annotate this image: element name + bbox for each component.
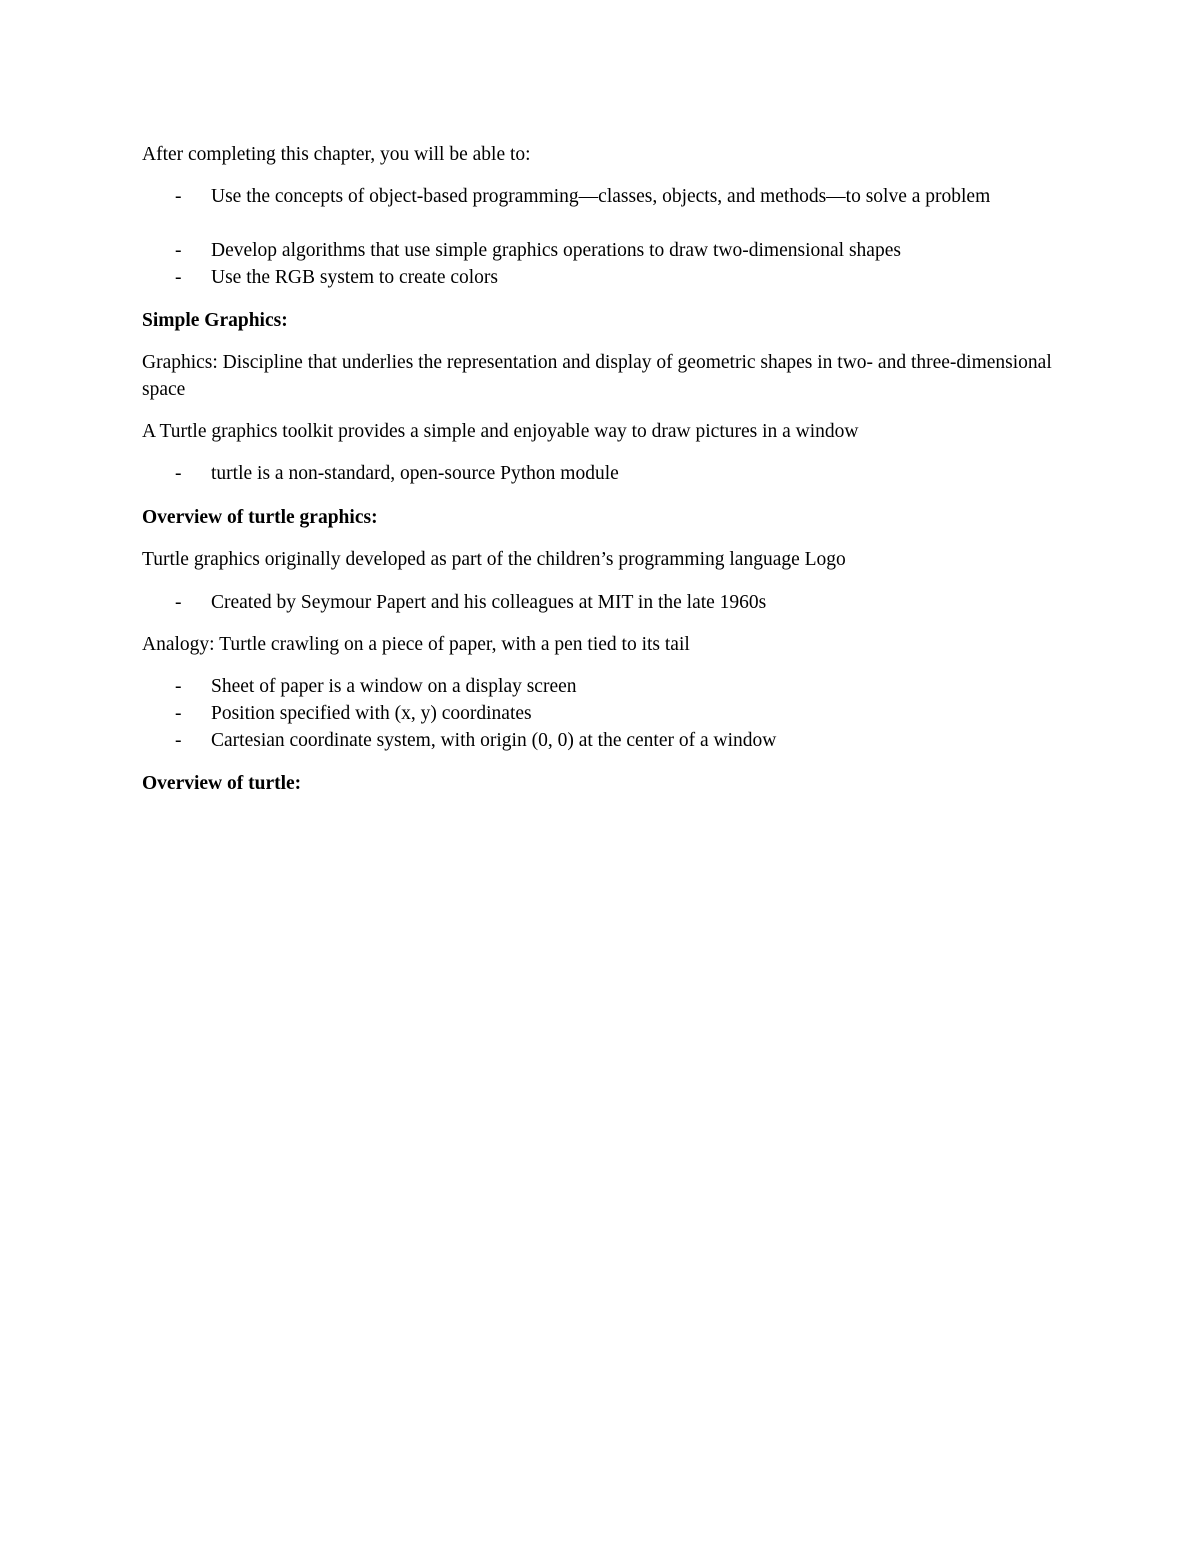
origin-bullet-text: Created by Seymour Papert and his colleagues at MIT in the late 1960s [211,592,767,613]
bullet-dash: - [175,676,182,697]
bullet-dash: - [175,730,182,751]
toolkit-bullet-text: turtle is a non-standard, open-source Python module [211,463,619,484]
turtle-toolkit-text: A Turtle graphics toolkit provides a simple and enjoyable way to draw pictures in a window [142,421,859,442]
analogy-bullet-text: Position specified with (x, y) coordinates [211,703,532,724]
objective-text: Use the RGB system to create colors [211,267,499,288]
overview-turtle-graphics-heading: Overview of turtle graphics: [142,507,378,528]
bullet-dash: - [175,240,182,261]
simple-graphics-heading: Simple Graphics: [142,310,288,331]
objective-text: Use the concepts of object-based programming—classes, objects, and methods—to solve a problem [211,186,991,207]
bullet-dash: - [175,186,182,207]
bullet-dash: - [175,592,182,613]
analogy-bullet-text: Cartesian coordinate system, with origin (0, 0) at the center of a window [211,730,777,751]
bullet-dash: - [175,267,182,288]
bullet-dash: - [175,463,182,484]
logo-origin-text: Turtle graphics originally developed as part of the children’s programming language Logo [142,549,846,570]
overview-turtle-heading: Overview of turtle: [142,773,302,794]
objective-text: Develop algorithms that use simple graphics operations to draw two-dimensional shapes [211,240,901,261]
analogy-text: Analogy: Turtle crawling on a piece of paper, with a pen tied to its tail [142,634,690,655]
graphics-definition: Graphics: Discipline that underlies the representation and display of geometric shapes in two- and three-dimensional space [142,352,1052,400]
analogy-bullet-text: Sheet of paper is a window on a display screen [211,676,577,697]
intro-text: After completing this chapter, you will be able to: [142,144,531,165]
bullet-dash: - [175,703,182,724]
